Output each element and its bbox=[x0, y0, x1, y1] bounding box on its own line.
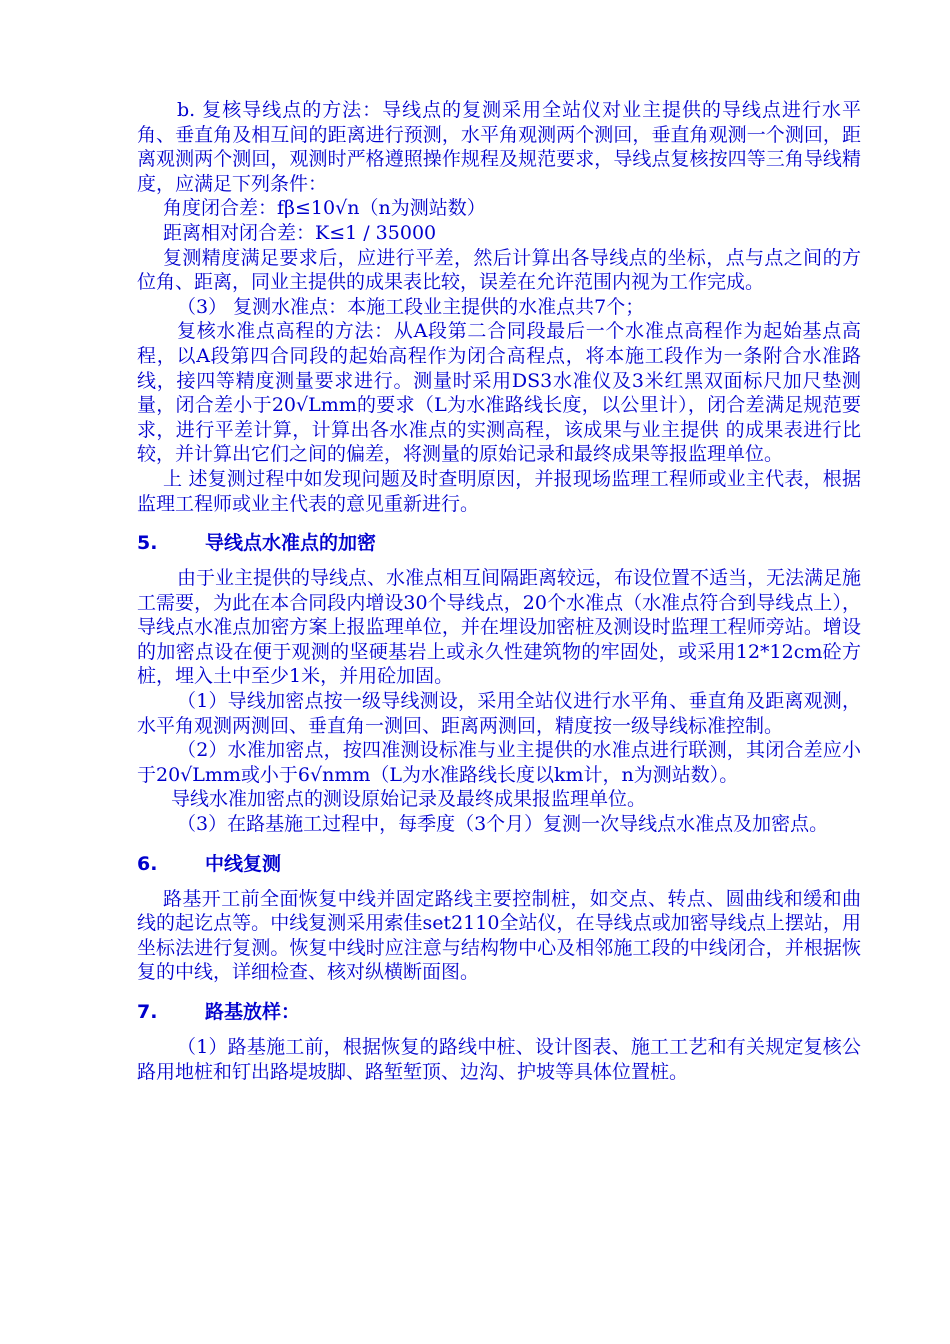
paragraph-distance-closure: 距离相对闭合差：K≤1 / 35000 bbox=[163, 221, 437, 244]
section-number: 5. bbox=[137, 532, 158, 555]
section-heading-6 bbox=[137, 851, 861, 877]
paragraph-densify-records: 导线水准加密点的测设原始记录及最终成果报监理单位。 bbox=[171, 788, 647, 811]
section-heading-5 bbox=[137, 530, 861, 556]
paragraph-subgrade-staking: （1）路基施工前，根据恢复的路线中桩、设计图表、施工工艺和有关规定复核公路用地桩和钉出路堤坡脚、路堑堑顶、边沟、护坡等具体位置桩。 bbox=[137, 1036, 861, 1083]
paragraph-problem-handling: 上 述复测过程中如发现问题及时查明原因，并报现场监理工程师或业主代表，根据监理工程师或业主代表的意见重新进行。 bbox=[137, 467, 861, 515]
paragraph-densify-benchmark: （2）水准加密点，按四准测设标准与业主提供的水准点进行联测，其闭合差应小于20√Lmm或小于6√nmm（L为水准路线长度以km计，n为测站数）。 bbox=[137, 739, 861, 786]
section-number: 7. bbox=[137, 1001, 158, 1023]
paragraph-benchmark-count: （3） 复测水准点：本施工段业主提供的水准点共7个； bbox=[177, 295, 645, 318]
paragraph-method-benchmark: 复核水准点高程的方法：从A段第二合同段最后一个水准点高程作为起始基点高程，以A段第四合同段的起始高程作为闭合高程点，将本施工段作为一条附合水准路线，接四等精度测量要求进行。测量时采用DS3水准仪及3米红黑双面标尺加尺垫测量，闭合差小于20√Lmm的要求（L为水准路线长度，以公里计），闭合差满足规范要求，进行平差计算，计算出各水准点的实测高程，该成果与业主提供 的成果表进行比较，并计算出它们之间的偏差，将测量的原始记录和最终成果等报监理单位。 bbox=[137, 320, 861, 466]
section-title: 路基放样： bbox=[205, 1001, 301, 1023]
paragraph-adjustment: 复测精度满足要求后，应进行平差，然后计算出各导线点的坐标，点与点之间的方位角、距离，同业主提供的成果表比较，误差在允许范围内视为工作完成。 bbox=[137, 246, 861, 294]
paragraph-angle-closure: 角度闭合差：fβ≤10√n（n为测站数） bbox=[163, 197, 486, 220]
paragraph-densify-quarterly: （3）在路基施工过程中，每季度（3个月）复测一次导线点水准点及加密点。 bbox=[177, 813, 829, 836]
paragraph-method-traverse: b. 复核导线点的方法：导线点的复测采用全站仪对业主提供的导线点进行水平角、垂直角及相互间的距离进行预测，水平角观测两个测回，垂直角观测一个测回，距离观测两个测回，观测时严格遵照操作规程及规范要求，导线点复核按四等三角导线精度，应满足下列条件： bbox=[137, 99, 861, 195]
section-number: 6. bbox=[137, 852, 158, 875]
section-title: 中线复测 bbox=[205, 852, 282, 875]
document-body bbox=[137, 98, 861, 1084]
paragraph-centerline: 路基开工前全面恢复中线并固定路线主要控制桩，如交点、转点、圆曲线和缓和曲线的起讫点等。中线复测采用索佳set2110全站仪，在导线点或加密导线点上摆站，用坐标法进行复测。恢复中线时应注意与结构物中心及相邻施工段的中线闭合，并根据恢复的中线，详细检查、核对纵横断面图。 bbox=[137, 887, 861, 984]
paragraph-densify-traverse: （1）导线加密点按一级导线测设，采用全站仪进行水平角、垂直角及距离观测，水平角观测两测回、垂直角一测回、距离两测回，精度按一级导线标准控制。 bbox=[137, 690, 861, 737]
paragraph-densify-intro: 由于业主提供的导线点、水准点相互间隔距离较远，布设位置不适当，无法满足施工需要，为此在本合同段内增设30个导线点，20个水准点（水准点符合到导线点上），导线点水准点加密方案上报监理单位，并在埋设加密桩及测设时监理工程师旁站。增设的加密点设在便于观测的坚硬基岩上或永久性建筑物的牢固处，或采用12*12cm砼方桩，埋入土中至少1米，并用砼加固。 bbox=[137, 567, 862, 688]
section-title: 导线点水准点的加密 bbox=[205, 532, 377, 555]
section-heading-7 bbox=[137, 999, 861, 1025]
